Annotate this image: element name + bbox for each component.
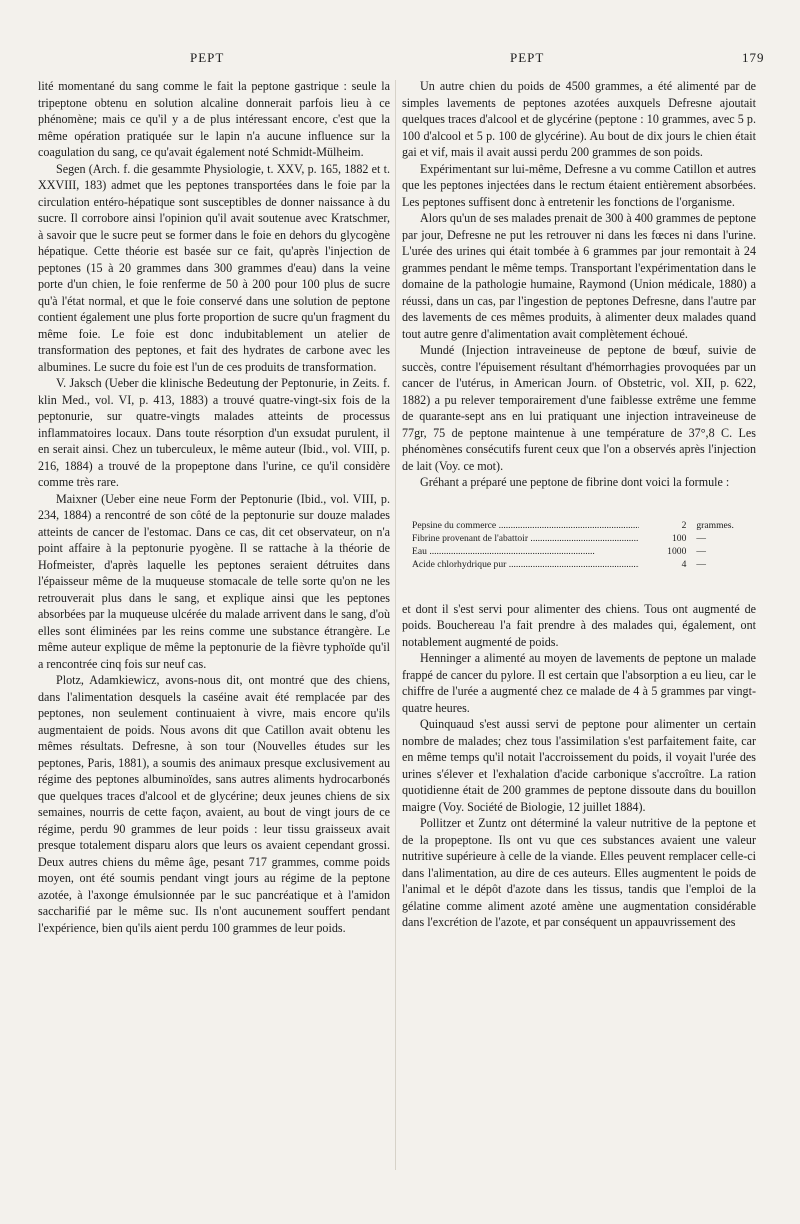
paragraph: lité momentané du sang comme le fait la peptone gastrique : seule la tripeptone obtenu en solution alcaline donnerait parfois lieu à ce phénomène; mais ce qu'il y a de plus intéressant encore, c'est que la même opération pratiquée sur le lapin n'a aucune influence sur la coagulation du sang, ce qu'avait également noté Schmidt-Mülheim. bbox=[38, 79, 390, 159]
formula-row bbox=[412, 545, 756, 558]
ingredient-quantity: 100 bbox=[671, 532, 687, 544]
formula-table bbox=[412, 519, 756, 571]
ingredient-unit: grammes. bbox=[696, 519, 734, 531]
ingredient-quantity: 2 bbox=[681, 519, 687, 531]
right-column bbox=[402, 78, 756, 931]
ingredient-name: Pepsine du commerce ..... bbox=[412, 519, 639, 532]
ingredient-quantity: 4 bbox=[681, 558, 687, 570]
ingredient-unit: — bbox=[696, 545, 706, 557]
page-number: 179 bbox=[742, 50, 765, 65]
paragraph: V. Jaksch (Ueber die klinische Bedeutung der Peptonurie, in Zeits. f. klin Med., vol. VI, p. 413, 1883) a trouvé quatre-vingt-six fois de la peptonurie, sur quatre-vingts malades atteints de processus inflammatoires locaux. Dans toute résorption d'un exsudat purulent, il en serait ainsi. Chez un tuberculeux, le même auteur (Ibid., vol. VIII, p. 216, 1884) a trouvé de la propeptone dans l'urine, ce qu'il considère comme très rare. bbox=[38, 376, 390, 489]
paragraph: Mundé (Injection intraveineuse de peptone de bœuf, suivie de succès, contre l'épuisement résultant d'hémorrhagies provoquées par un cancer de l'utérus, in American Journ. of Obstetric, vol. XII, p. 622, 1882) a pu relever temporairement d'une faiblesse extrême une femme de quarante-sept ans en lui pratiquant une injection intraveineuse de 77gr, 75 de peptone maintenue à une température de 37°,8 C. Les phénomènes consécutifs furent ceux que l'on a observés après l'injection de lait (Voy. ce mot). bbox=[402, 343, 756, 473]
paragraph: Gréhant a préparé une peptone de fibrine dont voici la formule : bbox=[420, 475, 730, 489]
column-divider bbox=[395, 80, 396, 1170]
ingredient-name: Fibrine provenant de l'abattoir ..... bbox=[412, 532, 639, 545]
paragraph: Un autre chien du poids de 4500 grammes, a été alimenté par de simples lavements de peptones azotées auxquels Defresne ajoutait quelques traces d'alcool et de glycérine (peptone : 10 grammes, avec 5 p. 100 d'alcool et 5 p. 100 de glycérine). Au bout de dix jours le chien était gai et vif, mais il avait aussi perdu 200 grammes de son poids. bbox=[402, 79, 756, 159]
paragraph: Plotz, Adamkiewicz, avons-nous dit, ont montré que des chiens, dans l'alimentation desquels la caséine avait été remplacée par des peptones, non seulement continuaient à vivre, mais encore qu'ils augmentaient de poids. Nous avons dit que Catillon avait obtenu les mêmes résultats. Defresne, à son tour (Nouvelles études sur les peptones, Paris, 1881), a soumis des animaux presque exclusivement au régime des peptones albuminoïdes, sans autres aliments hydrocarbonés que quelques traces d'alcool et de glycérine; deux jeunes chiens de six semaines, nourris de cette façon, avaient, au bout de vingt jours de ce régime, perdu 90 grammes de leur poids : leur tissu graisseux avait presque totalement disparu alors que leurs os avaient cependant grossi. Deux autres chiens du même âge, pesant 717 grammes, comme poids moyen, ont été soumis pendant vingt jours au régime de la peptone azotée, à l'axonge émulsionnée par le suc pancréatique et à l'amidon saccharifié par le même suc. Ils n'ont aucunement souffert pendant l'expérience, bien qu'ils aient perdu 100 grammes de leur poids. bbox=[38, 673, 390, 935]
paragraph: Segen (Arch. f. die gesammte Physiologie, t. XXV, p. 165, 1882 et t. XXVIII, 183) admet que les peptones transportées dans le foie par la circulation entéro-hépatique sont susceptibles de donner naissance à du sucre. Il corrobore ainsi l'opinion qu'il avait soutenue avec Kratschmer, à savoir que le sucre peut se former dans le foie en dehors du glycogène hépatique. Cette théorie est basée sur ce fait, qu'après l'injection de peptones (15 à 20 grammes dans 300 grammes d'eau) dans la veine porte d'un chien, le foie renferme de 50 à 200 pour 100 plus de sucre qu'à l'état normal, et que le foie conservé dans une solution de peptone contient également une plus forte proportion de sucre qu'un fragment du même foie. Le foie est donc indubitablement un atelier de transformation des peptones, et fait des hydrates de carbone avec les albumines. Le sucre du foie est l'un de ces produits de transformation. bbox=[38, 161, 390, 374]
ingredient-name: Eau ..... bbox=[412, 545, 639, 558]
left-column bbox=[38, 78, 390, 936]
formula-row bbox=[412, 519, 756, 532]
paragraph: Henninger a alimenté au moyen de lavements de peptone un malade frappé de cancer du pylore. Il est certain que l'absorption a eu lieu, car le chiffre de l'urée a augmenté chez ce malade de 4 à 5 grammes par vingt-quatre heures. bbox=[402, 651, 756, 715]
formula-row bbox=[412, 532, 756, 545]
paragraph: Quinquaud s'est aussi servi de peptone pour alimenter un certain nombre de malades; chez tous l'assimilation s'est parfaitement faite, car en même temps qu'il notait l'accroissement du poids, il voyait l'urée des urines s'élever et l'exhalation d'acide carbonique s'accroître. La ration quotidienne était de 200 grammes de peptone dissoute dans du bouillon maigre (Voy. Société de Biologie, 12 juillet 1884). bbox=[402, 717, 756, 814]
paragraph: et dont il s'est servi pour alimenter des chiens. Tous ont augmenté de poids. Bouchereau l'a fait prendre à des malades qui, également, ont notablement augmenté de poids. bbox=[402, 601, 756, 649]
paragraph: Pollitzer et Zuntz ont déterminé la valeur nutritive de la peptone et de la propeptone. Ils ont vu que ces substances avaient une valeur nutritive supérieure à celle de la viande. Elles peuvent remplacer celle-ci dans l'alimentation, au dire de ces auteurs. Elles augmentent le poids de l'animal et le dépôt d'azote dans les tissus, tandis que l'emploi de la gélatine comme aliment azoté amène une augmentation considérable dans l'excrétion de l'azote, et par conséquent un appauvrissement des bbox=[402, 816, 756, 929]
ingredient-unit: — bbox=[696, 558, 706, 570]
ingredient-name: Acide chlorhydrique pur ..... bbox=[412, 558, 639, 571]
running-head-right: PEPT bbox=[510, 50, 545, 65]
formula-row bbox=[412, 558, 756, 571]
paragraph: Expérimentant sur lui-même, Defresne a vu comme Catillon et autres que les peptones injectées dans le rectum étaient entièrement absorbées. Les peptones suffisent donc à entretenir les fonctions de l'organisme. bbox=[402, 161, 756, 209]
running-head-left: PEPT bbox=[190, 50, 225, 65]
ingredient-unit: — bbox=[696, 532, 706, 544]
paragraph: Maixner (Ueber eine neue Form der Peptonurie (Ibid., vol. VIII, p. 234, 1884) a rencontré de son côté de la peptonurie sur douze malades atteints de cancer de l'estomac. Dans ce cas, dit cet observateur, on n'a point affaire à la peptonurie pyogène. Il se rattache à la théorie de Hofmeister, d'après laquelle les peptones seraient détruites dans l'épaisseur même de la muqueuse stomacale de telle sorte qu'on ne les retrouverait plus dans le sang, et explique ainsi que les peptones absorbées par la muqueuse ulcérée du malade arrivent dans le sang, d'où elles sont éliminées par les reins comme une substance étrangère. Le même auteur explique de même la peptonurie de la fièvre typhoïde qu'il a rencontrée cinq fois sur neuf cas. bbox=[38, 491, 390, 671]
page-header bbox=[0, 50, 800, 70]
paragraph: Alors qu'un de ses malades prenait de 300 à 400 grammes de peptone par jour, Defresne ne put les retrouver ni dans les fœces ni dans l'urine. L'urée des urines qui était tombée à 6 grammes par jour remontait à 24 grammes pendant le même temps. Transportant l'expérimentation dans le domaine de la pathologie humaine, Raymond (Union médicale, 1880) a réussi, dans un cas, par l'ingestion de peptones Defresne, dans l'autre par des lavements de ces mêmes produits, à alimenter deux malades quand tout autre genre d'alimentation avait complètement échoué. bbox=[402, 211, 757, 341]
ingredient-quantity: 1000 bbox=[667, 545, 687, 557]
